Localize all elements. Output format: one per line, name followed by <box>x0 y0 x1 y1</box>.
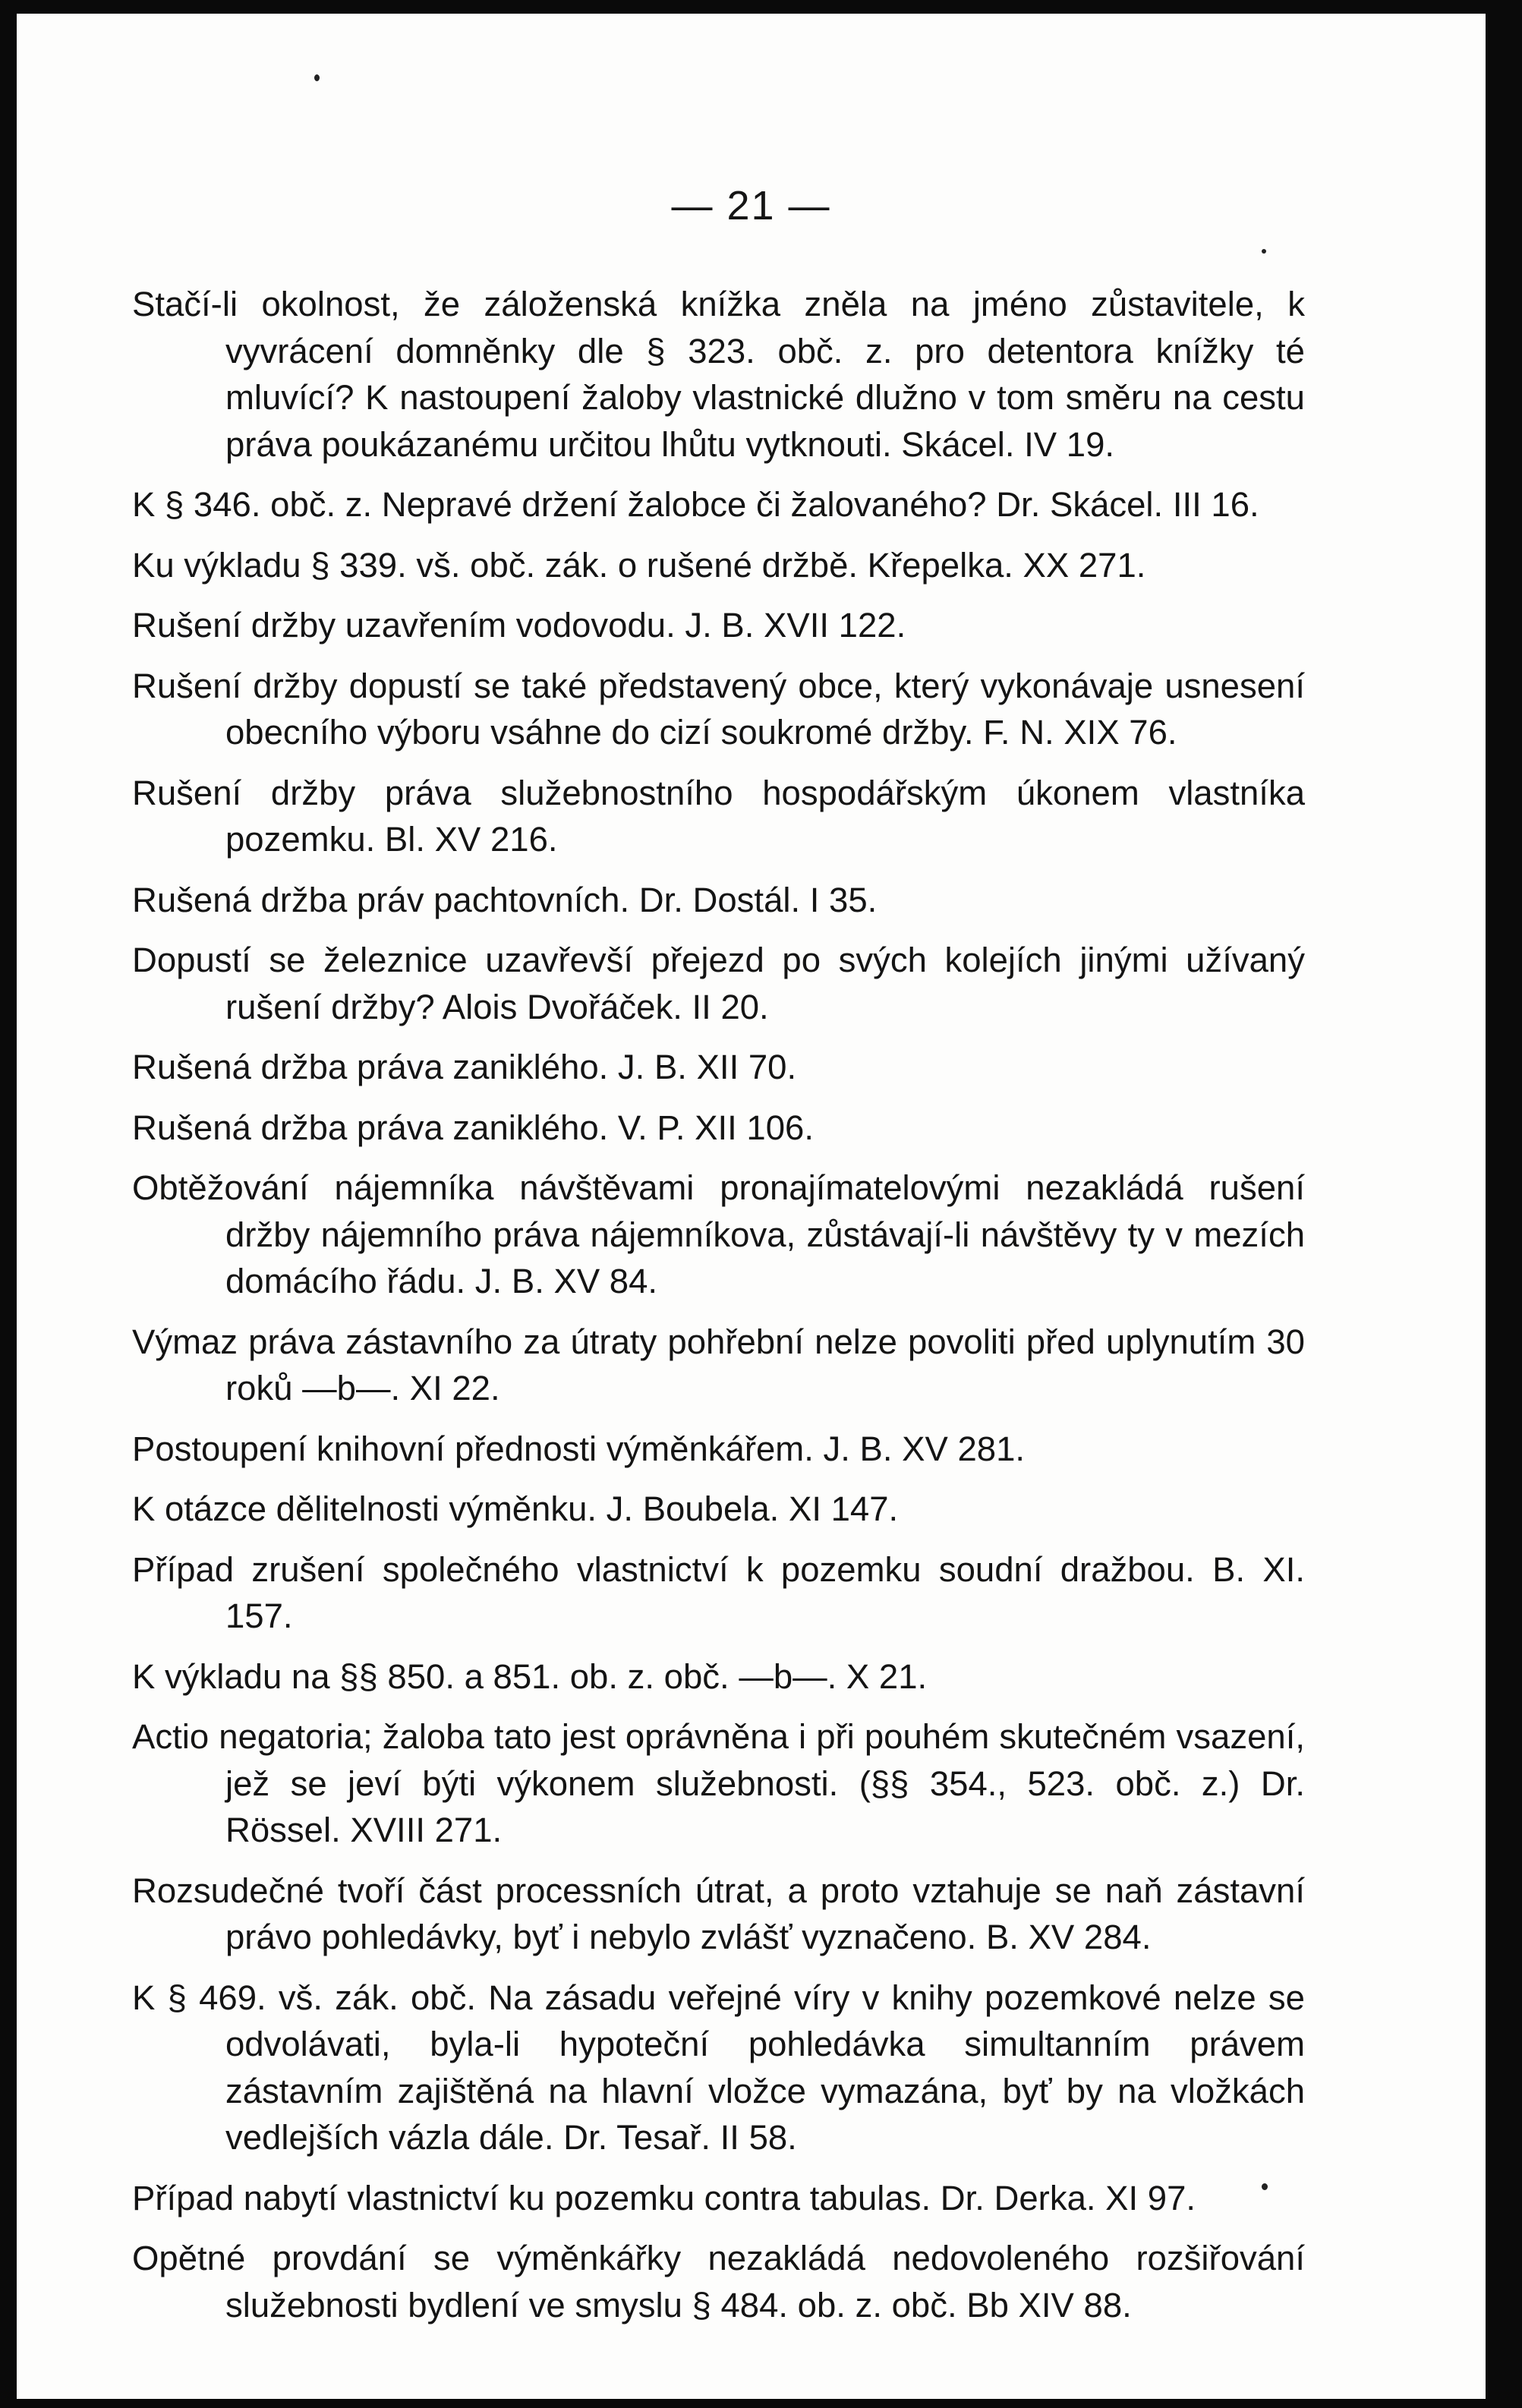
index-entry: Rušení držby dopustí se také představený obce, který vykonávaje usnesení obecního výboru vsáhne do cizí soukromé držby. F. N. XIX 76. <box>132 666 1305 752</box>
index-entry: K otázce dělitelnosti výměnku. J. Boubela. XI 147. <box>132 1489 899 1528</box>
scan-border-left <box>0 0 17 2408</box>
index-entry: Obtěžování nájemníka návštěvami pronajímatelovými nezakládá rušení držby nájemního práva nájemníkova, zůstávají-li návštěvy ty v mezích domácího řádu. J. B. XV 84. <box>132 1168 1305 1300</box>
page-number: — 21 — <box>671 183 831 229</box>
scan-border-right <box>1486 0 1522 2408</box>
speck <box>314 74 320 81</box>
scan-border-top <box>0 0 1522 14</box>
index-entry: Actio negatoria; žaloba tato jest oprávněna i při pouhém skutečném vsazení, jež se jeví býti výkonem služebnosti. (§§ 354., 523. obč. z.) Dr. Rössel. XVIII 271. <box>132 1717 1305 1849</box>
index-entry: Rušená držba práv pachtovních. Dr. Dostál. I 35. <box>132 880 878 919</box>
index-entry: Rušená držba práva zaniklého. J. B. XII 70. <box>132 1048 797 1086</box>
index-entry: Postoupení knihovní přednosti výměnkářem. J. B. XV 281. <box>132 1429 1026 1468</box>
speck <box>1262 249 1266 254</box>
index-entry: K výkladu na §§ 850. a 851. ob. z. obč. —b—. X 21. <box>132 1656 928 1696</box>
index-entry: Stačí-li okolnost, že záloženská knížka zněla na jméno zůstavitele, k vyvrácení domněnky dle § 323. obč. z. pro detentora knížky té mluvící? K nastoupení žaloby vlastnické dlužno v tom směru na cestu práva poukázanému určitou lhůtu vytknouti. Skácel. IV 19. <box>132 285 1305 464</box>
index-entry: Rušená držba práva zaniklého. V. P. XII 106. <box>132 1108 814 1147</box>
index-entries <box>132 281 1305 2328</box>
index-entry: K § 469. vš. zák. obč. Na zásadu veřejné víry v knihy pozemkové nelze se odvolávati, byla-li hypoteční pohledávka simultanním právem zástavním zajištěná na hlavní vložce vymazána, byť by na vložkách vedlejších vázla dále. Dr. Tesař. II 58. <box>132 1978 1305 2157</box>
index-entry: Opětné provdání se výměnkářky nezakládá nedovoleného rozšiřování služebnosti bydlení ve smyslu § 484. ob. z. obč. Bb XIV 88. <box>132 2239 1305 2324</box>
index-entry: Případ zrušení společného vlastnictví k pozemku soudní dražbou. B. XI. 157. <box>132 1549 1305 1635</box>
index-entry: Rušení držby uzavřením vodovodu. J. B. XVII 122. <box>132 606 906 645</box>
index-entry: Ku výkladu § 339. vš. obč. zák. o rušené držbě. Křepelka. XX 271. <box>132 545 1146 585</box>
index-entry: Dopustí se železnice uzavřevší přejezd po svých kolejích jinými užívaný rušení držby? Alois Dvořáček. II 20. <box>132 941 1305 1026</box>
index-entry: Případ nabytí vlastnictví ku pozemku contra tabulas. Dr. Derka. XI 97. <box>132 2178 1196 2217</box>
index-entry: Rozsudečné tvoří část processních útrat, a proto vztahuje se naň zástavní právo pohledávky, byť i nebylo zvlášť vyznačeno. B. XV 284. <box>132 1871 1305 1956</box>
scan-border-bottom <box>0 2399 1522 2408</box>
index-entry: Rušení držby práva služebnostního hospodářským úkonem vlastníka pozemku. Bl. XV 216. <box>132 773 1305 859</box>
index-entry: Výmaz práva zástavního za útraty pohřební nelze povoliti před uplynutím 30 roků —b—. XI 22. <box>132 1322 1305 1407</box>
index-entry: K § 346. obč. z. Nepravé držení žalobce či žalovaného? Dr. Skácel. III 16. <box>132 485 1259 524</box>
page <box>17 14 1486 2399</box>
